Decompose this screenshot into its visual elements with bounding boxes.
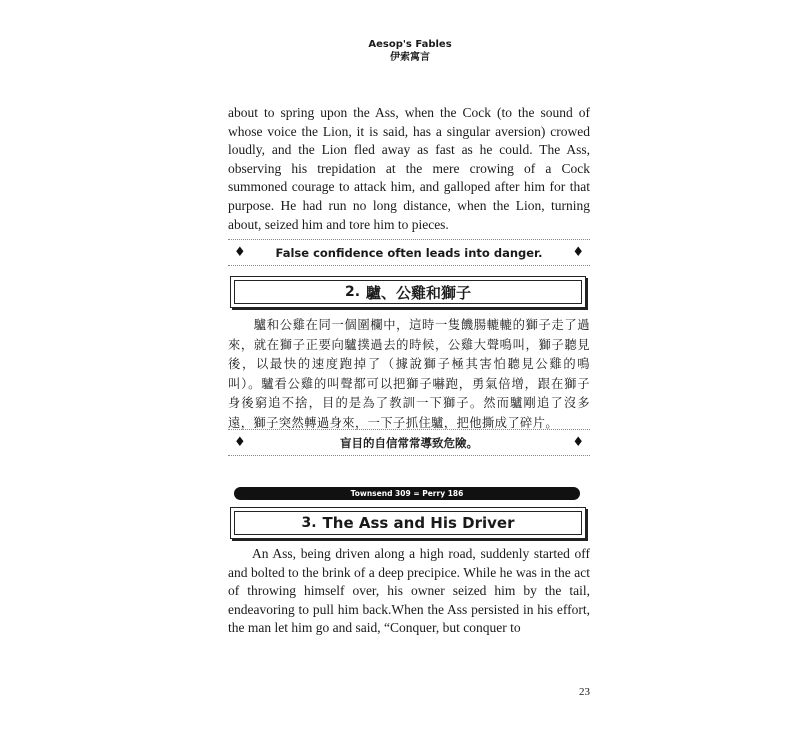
diamond-icon: ♦ — [572, 435, 584, 450]
fable3-title-text: The Ass and His Driver — [322, 514, 515, 532]
fable3-reference-bar: Townsend 309 = Perry 186 — [234, 487, 580, 500]
running-head-title-en: Aesop's Fables — [368, 39, 452, 50]
running-head — [230, 38, 590, 64]
fable1-moral — [228, 239, 590, 266]
fable2-paragraph: 驢和公雞在同一個圍欄中，這時一隻饑腸轆轆的獅子走了過來，就在獅子正要向驢撲過去的時候，公雞大聲鳴叫，獅子聽見後，以最快的速度跑掉了（據說獅子極其害怕聽見公雞的鳴叫）。驢看公雞的叫聲都可以把獅子嚇跑，勇氣倍增，跟在獅子身後窮追不捨，目的是為了教訓一下獅子。然而驢剛追了沒多遠，獅子突然轉過身來，一下子抓住驢，把他撕成了碎片。 — [228, 318, 590, 430]
fable2-title — [234, 280, 582, 304]
fable3-title — [234, 511, 582, 535]
fable2-moral-text: 盲目的自信常常導致危險。 — [340, 435, 478, 450]
fable1-moral-text: False confidence often leads into danger. — [275, 245, 543, 260]
page-number: 23 — [579, 686, 590, 698]
fable2-title-text: 驢、公雞和獅子 — [366, 283, 472, 302]
fable2-title-box — [230, 276, 586, 308]
fable2-moral — [228, 429, 590, 456]
fable3-number: 3. — [301, 515, 317, 531]
diamond-icon: ♦ — [234, 245, 246, 260]
diamond-icon: ♦ — [572, 245, 584, 260]
running-head-title-zh: 伊索寓言 — [390, 52, 430, 63]
diamond-icon: ♦ — [234, 435, 246, 450]
fable1-paragraph: about to spring upon the Ass, when the Cock (to the sound of whose voice the Lion, it is said, has a singular aversion) crowed loudly, and the Lion fled away as fast as he could. The Ass, observing his trepidation at the mere crowing of a Cock summoned courage to attack him, and galloped after him for that purpose. He had run no long distance, when the Lion, turning about, seized him and tore him to pieces. — [228, 105, 590, 232]
fable2-number: 2. — [344, 284, 361, 300]
fable3-title-box — [230, 507, 586, 539]
fable3-paragraph: An Ass, being driven along a high road, suddenly started off and bolted to the brink of a deep precipice. While he was in the act of throwing himself over, his owner seized him by the tail, endeavoring to pull him back.When the Ass persisted in his effort, the man let him go and said, “Conquer, but conquer to — [228, 546, 590, 636]
